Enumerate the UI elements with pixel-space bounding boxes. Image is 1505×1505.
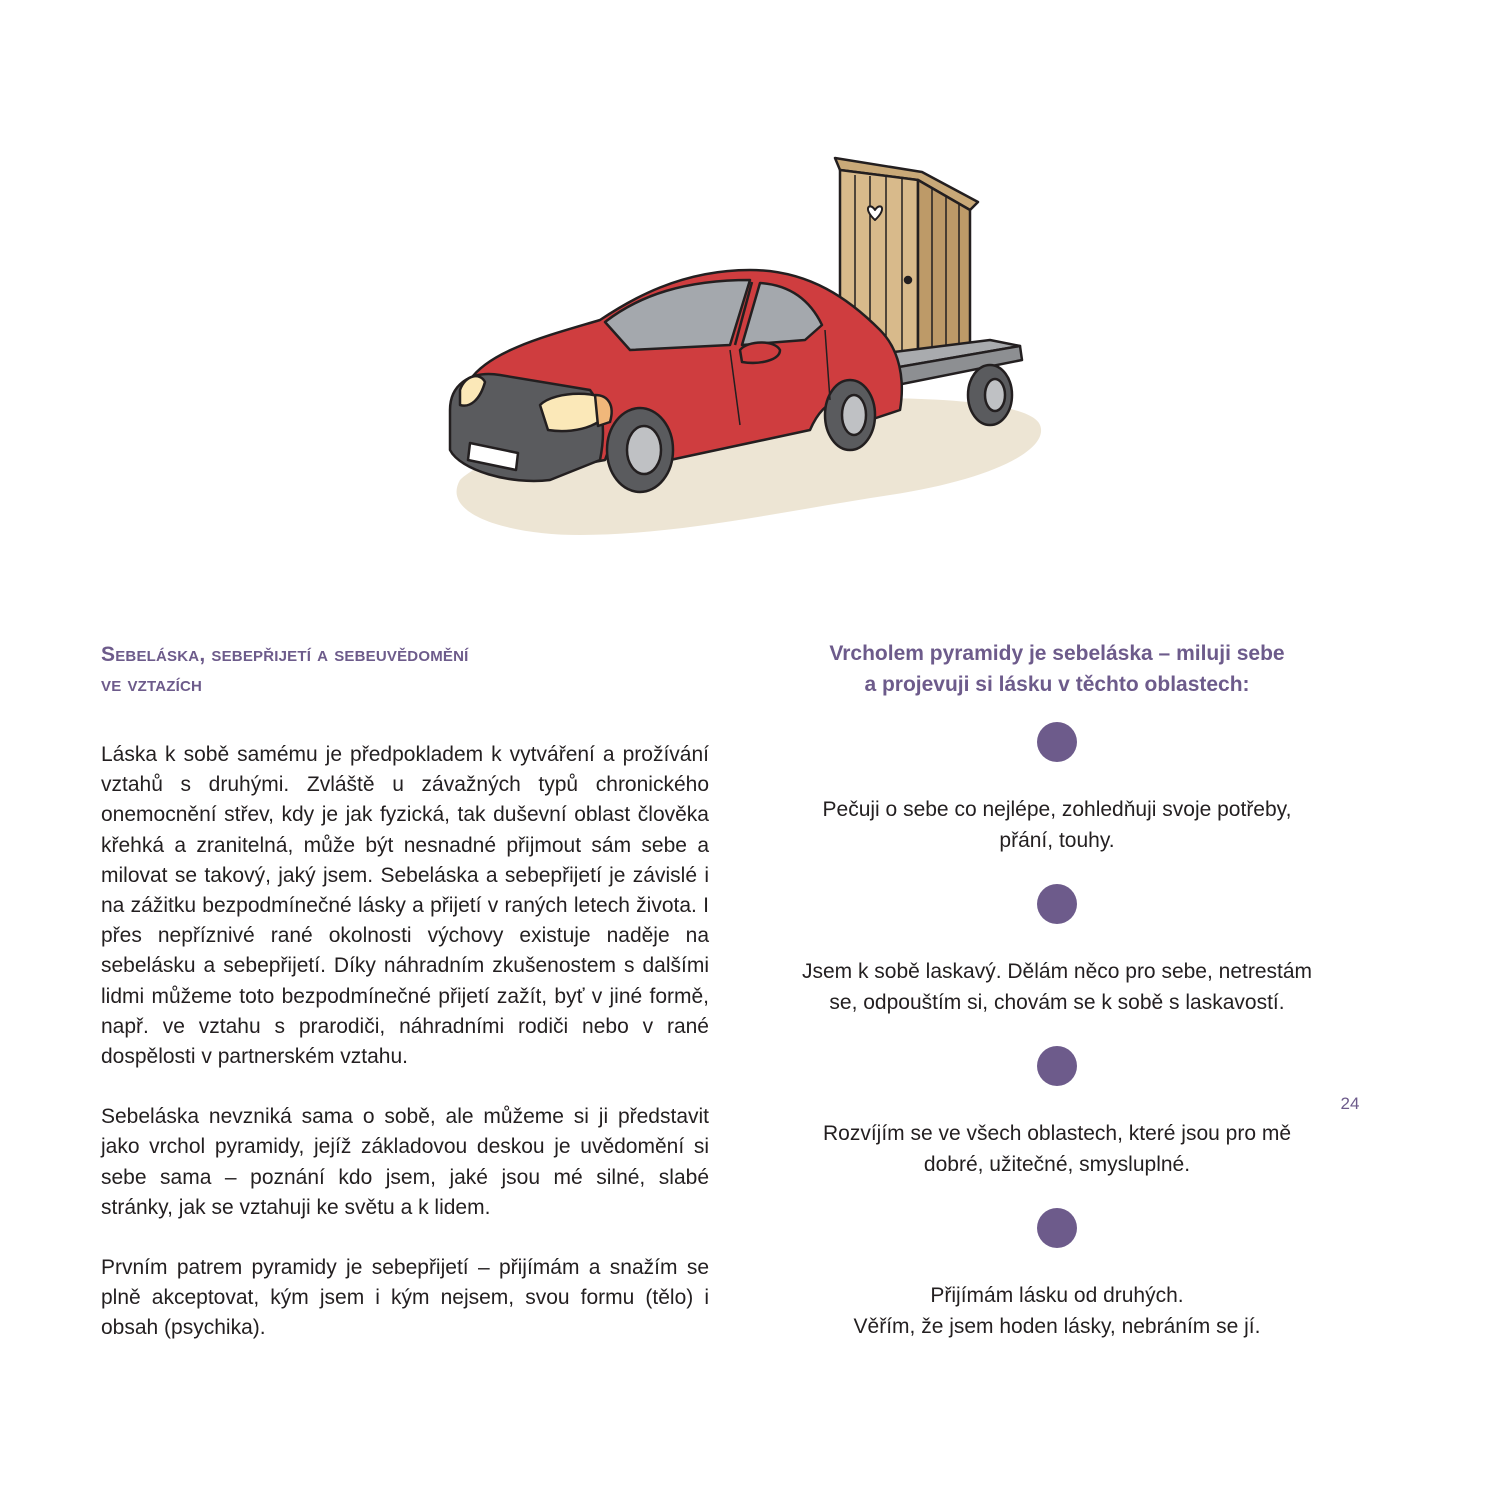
section-heading	[101, 640, 709, 700]
bullet-dot	[1037, 884, 1077, 924]
paragraph: Láska k sobě samému je předpokladem k vytváření a prožívání vztahů s druhými. Zvláště u závažných typů chronického onemocnění střev, kdy je jak fyzická, tak duševní oblast člověka křehká a zranitelná, může být nesnadné přijmout sám sebe a milovat se takový, jaký jsem. Sebeláska a sebepřijetí je závislé i na zážitku bezpodmínečné lásky a přijetí v raných letech života. I přes nepříznivé rané okolnosti výchovy existuje naděje na sebelásku a sebepřijetí. Díky náhradním zkušenostem s dalšími lidmi můžeme toto bezpodmínečné přijetí zažít, byť v jiné formě, např. ve vztahu s prarodiči, náhradními rodiči nebo v rané dospělosti v partnerském vztahu.	[101, 743, 709, 1069]
car-towing-outhouse-illustration	[430, 150, 1050, 550]
list-item	[740, 794, 1374, 856]
list-item-line: Jsem k sobě laskavý. Dělám něco pro sebe, netrestám	[801, 960, 1313, 983]
list-item-line: přání, touhy.	[999, 829, 1115, 852]
list-item-line: Pečuji o sebe co nejlépe, zohledňuji svoje potřeby,	[822, 798, 1292, 821]
paragraph: Prvním patrem pyramidy je sebepřijetí – přijímám a snažím se plně akceptovat, kým jsem i kým nejsem, svou formu (tělo) i obsah (psychika).	[101, 1256, 709, 1340]
bullet-dot	[1037, 1208, 1077, 1248]
list-item-line: Rozvíjím se ve všech oblastech, které jsou pro mě	[822, 1122, 1292, 1145]
page-number: 24	[1340, 1094, 1360, 1113]
paragraph: Sebeláska nevzniká sama o sobě, ale můžeme si ji představit jako vrchol pyramidy, jejíž základovou deskou je uvědomění si sebe sama – poznání kdo jsem, jaké jsou mé silné, slabé stránky, jak se vztahuji ke světu a k lidem.	[101, 1105, 709, 1219]
pyramid-heading-line1: Vrcholem pyramidy je sebeláska – miluji sebe	[829, 642, 1285, 665]
list-item-line: Přijímám lásku od druhých.	[930, 1284, 1184, 1307]
section-heading-line1: Sebeláska, sebepřijetí a sebeuvědomění	[101, 643, 469, 666]
section-heading-line2: ve vztazích	[101, 673, 203, 696]
list-item	[740, 1280, 1374, 1342]
bullet-dot	[1037, 1046, 1077, 1086]
pyramid-heading	[740, 638, 1374, 700]
list-item-line: dobré, užitečné, smysluplné.	[923, 1153, 1191, 1176]
list-item	[740, 956, 1374, 1018]
right-column	[740, 638, 1374, 1342]
list-item-line: se, odpouštím si, chovám se k sobě s laskavostí.	[829, 991, 1285, 1014]
list-item-line: Věřím, že jsem hoden lásky, nebráním se jí.	[853, 1315, 1261, 1338]
bullet-dot	[1037, 722, 1077, 762]
list-item	[740, 1118, 1374, 1180]
left-column	[101, 640, 709, 1374]
pyramid-heading-line2: a projevuji si lásku v těchto oblastech:	[864, 673, 1250, 696]
